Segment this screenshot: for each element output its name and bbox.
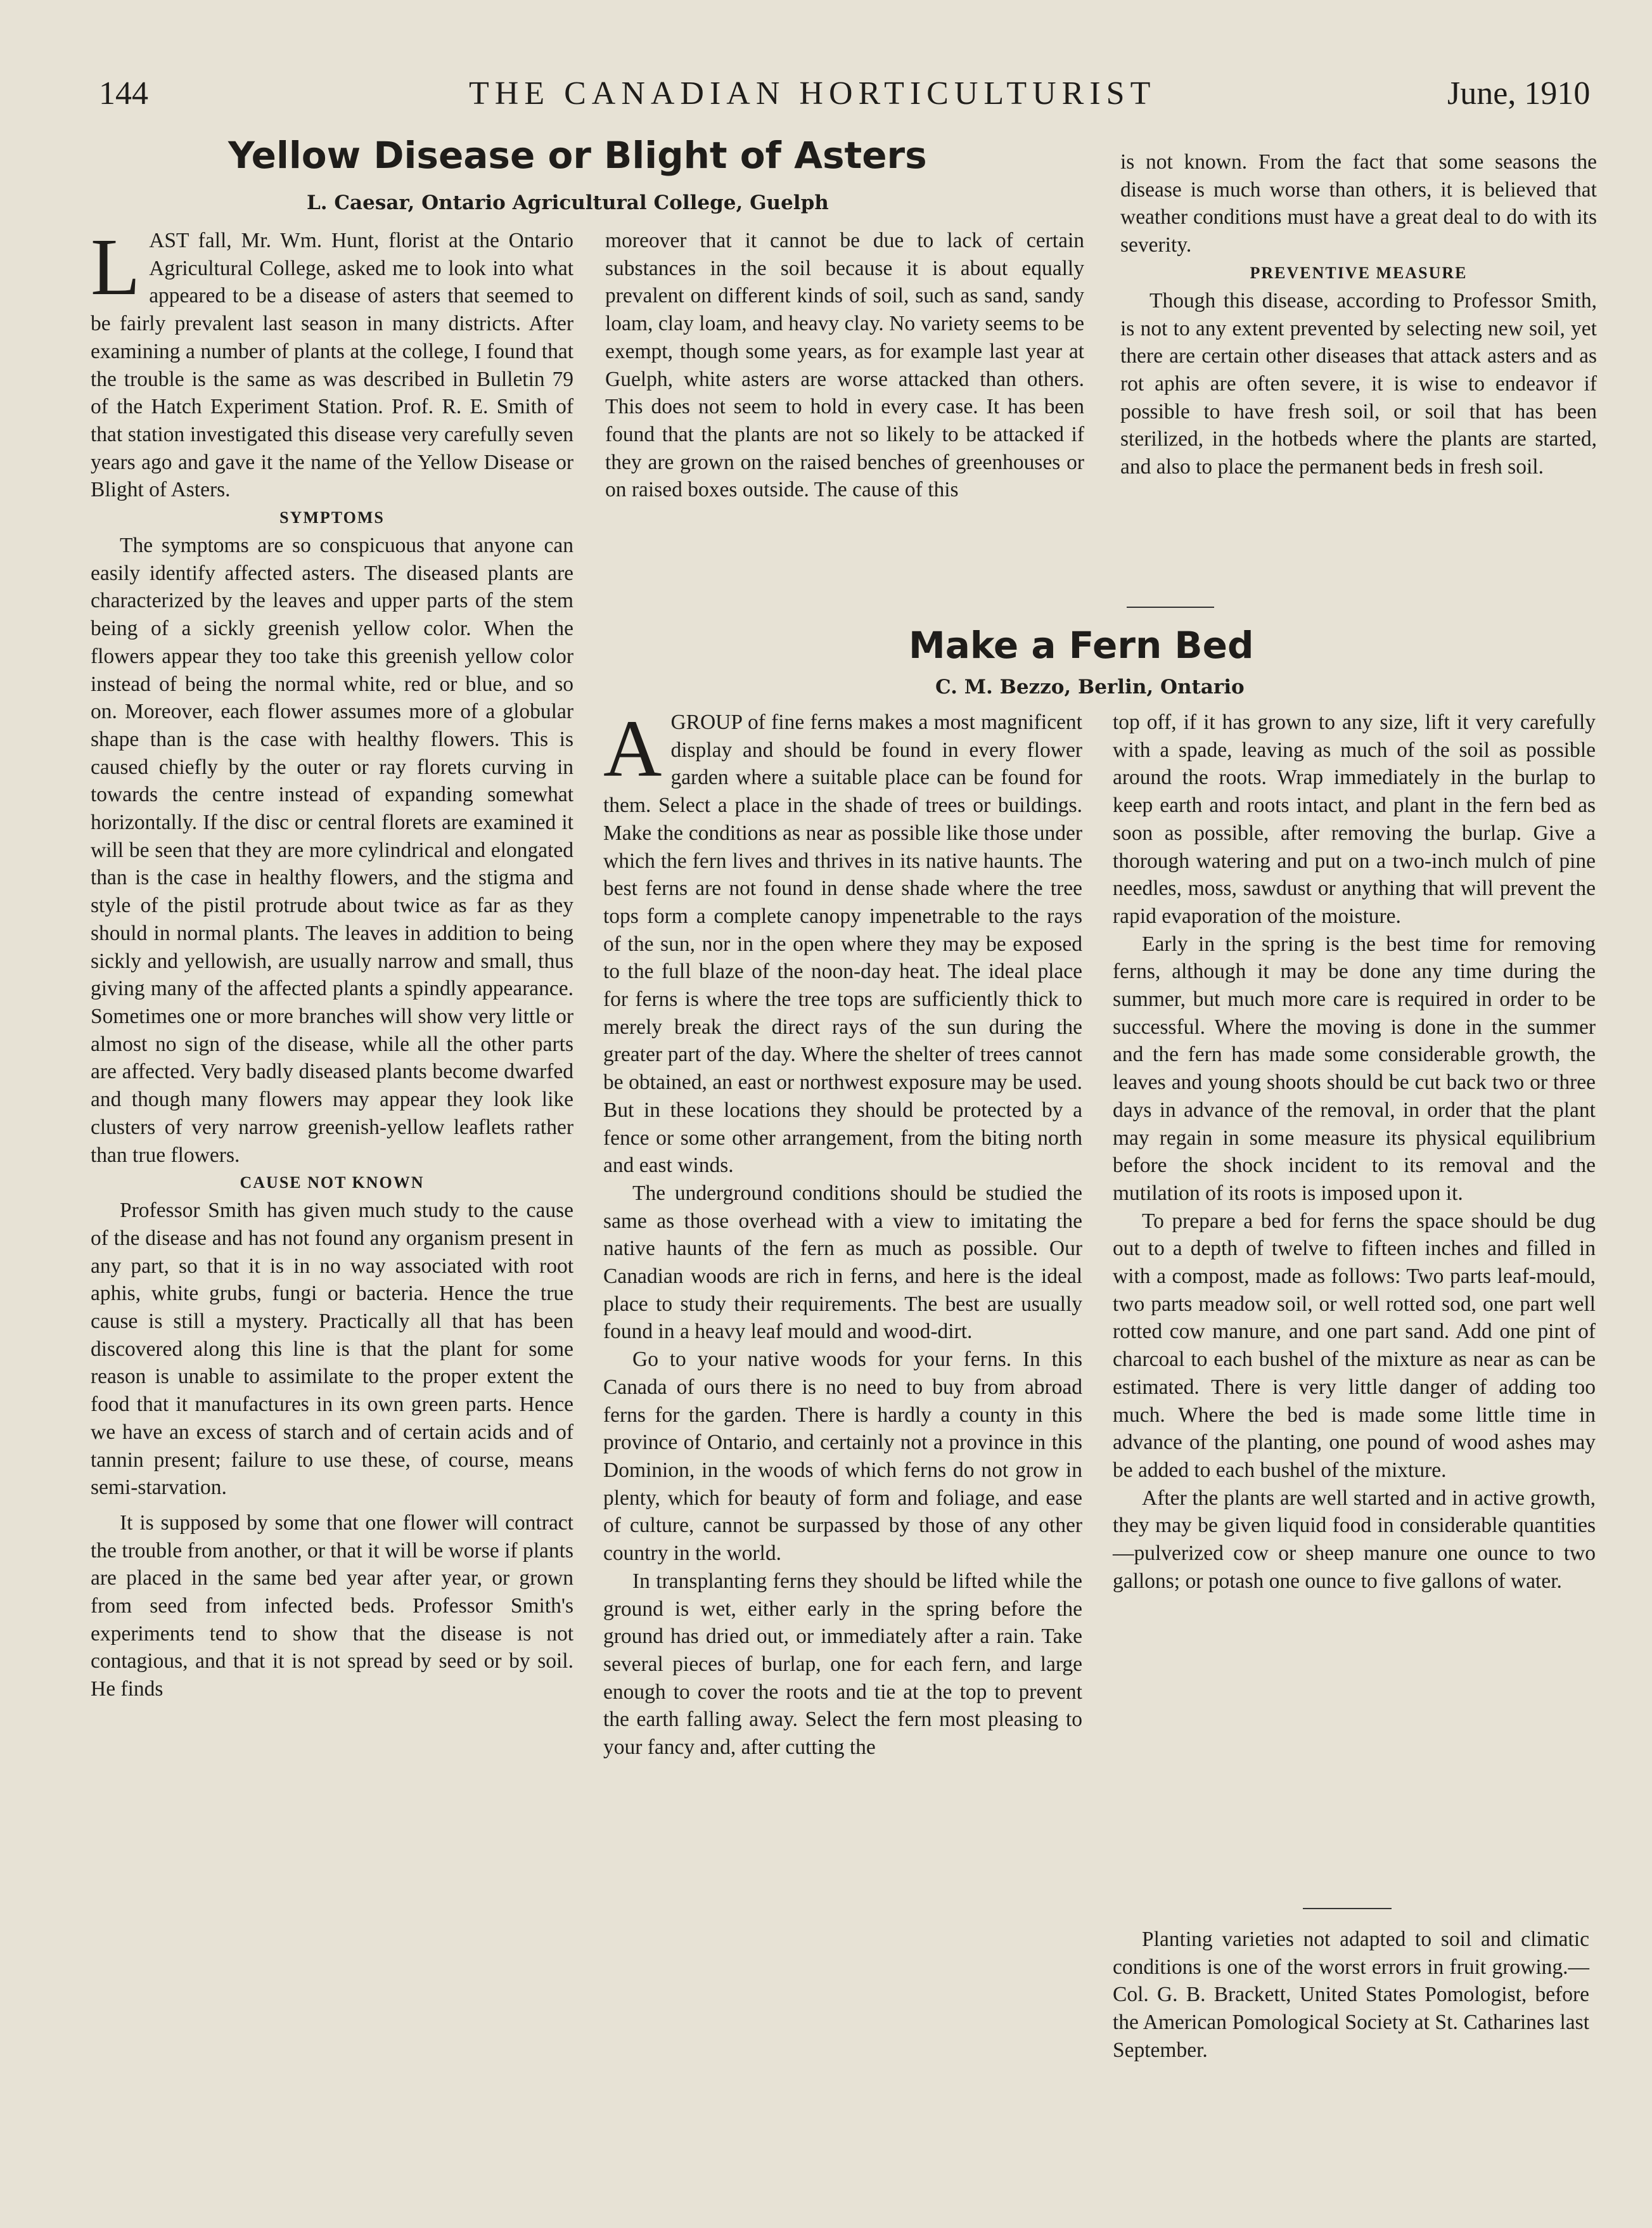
fern-column-3 [1113, 709, 1596, 1595]
filler-column [1113, 1926, 1589, 2064]
article-byline-asters: L. Caesar, Ontario Agricultural College, Guelph [307, 191, 829, 214]
transplanting-paragraph: In transplanting ferns they should be lifted while the ground is wet, either early in the spring before the ground has dried out, or immediately after a rain. Take several pieces of burlap, one for each fern, and large enough to cover the roots and tie at the top to prevent the earth falling away. Select the fern most pleasing to your fancy and, after cutting the [603, 1569, 1082, 1760]
filler-note: Planting varieties not adapted to soil and climatic conditions is one of the worst errors in fruit growing.—Col. G. B. Brackett, United States Pomologist, before the American Pomological Society at St. Catharines last September. [1113, 1928, 1589, 2062]
contagion-paragraph: It is supposed by some that one flower will contract the trouble from another, or that it will be worse if plants are placed in the same bed year after year, or grown from seed from infected beds. Professor Smith's experiments tend to show that the disease is not contagious, and that it is not spread by seed or by soil. He finds [91, 1510, 573, 1701]
fern-continued-paragraph: top off, if it has grown to any size, lift it very carefully with a spade, leaving as much of the soil as possible around the roots. Wrap immediately in the burlap to keep earth and roots intact, and plant in the fern bed as soon as possible, after removing the burlap. Give a thorough watering and put on a two-inch mulch of pine needles, moss, sawdust or anything that will prevent the rapid evaporation of the moisture. [1113, 711, 1596, 928]
article-title-fern-bed: Make a Fern Bed [909, 624, 1254, 667]
drop-cap: A [603, 704, 662, 794]
early-spring-paragraph: Early in the spring is the best time for removing ferns, although it may be done any time during the summer, but much more care is required in order to be successful. Where the moving is done in the summer and the fern has made some considerable growth, the leaves and young shoots should be cut back two or three days in advance of the removal, in order that the plant may regain in some measure its physical equilibrium before the shock incident to its removal and the mutilation of its roots is imposed upon it. [1113, 932, 1596, 1205]
subheading-cause: CAUSE NOT KNOWN [240, 1173, 425, 1192]
subheading-preventive: PREVENTIVE MEASURE [1250, 263, 1468, 282]
asters-column-1 [91, 222, 573, 1703]
subheading-symptoms: SYMPTOMS [279, 508, 385, 527]
article-byline-fern-bed: C. M. Bezzo, Berlin, Ontario [935, 676, 1245, 699]
filler-divider [1303, 1908, 1392, 1909]
article-title-asters: Yellow Disease or Blight of Asters [228, 134, 927, 177]
fern-intro-paragraph: AGROUP of fine ferns makes a most magnificent display and should be found in every flower garden where a suitable place can be found for them. Select a place in the shade of trees or buildings. Make the conditions as near as possible like those under which the fern lives and thrives in its native haunts. The best ferns are not found in dense shade where the tree tops form a complete canopy impenetrable to the rays of the sun, nor in the open where they may be exposed to the full blaze of the noon-day heat. The ideal place for ferns is where the tree tops are sufficiently thick to merely break the direct rays of the sun during the greater part of the day. Where the shelter of trees cannot be obtained, an east or northwest exposure may be used. But in these locations they should be protected by a fence or some other arrangement, from the biting north and east winds. [603, 704, 1082, 1178]
asters-column-3 [1120, 148, 1597, 481]
prepare-bed-paragraph: To prepare a bed for ferns the space should be dug out to a depth of twelve to fifteen inches and filled in with a compost, made as follows: Two parts leaf-mould, two parts meadow soil, or well rotted sod, one part well rotted cow manure, and one part sand. Add one pint of charcoal to each bushel of the mixture as near as can be estimated. There is very little danger of adding too much. Where the bed is made some little time in advance of the planting, one pound of wood ashes may be added to each bushel of the mixture. [1113, 1209, 1596, 1482]
symptoms-paragraph: The symptoms are so conspicuous that anyone can easily identify affected asters. The diseased plants are characterized by the leaves and upper parts of the stem being of a sickly greenish yellow color. When the flowers appear they too take this greenish yellow color instead of being the normal white, red or blue, and so on. Moreover, each flower assumes more of a globular shape than is the case with healthy flowers. This is caused chiefly by the outer or ray florets curving in towards the centre instead of expanding somewhat horizontally. If the disc or central florets are examined it will be seen that they are more cylindrical and elongated than is the case in healthy flowers, and the stigma and style of the pistil protrude about twice as far as they should in normal plants. The leaves in addition to being sickly and yellowish, are usually narrow and small, thus giving many of the affected plants a spindly appearance. Sometimes one or more branches will show very little or almost no sign of the disease, while all the other parts are affected. Very badly diseased plants become dwarfed and though many flowers may appear they look like clusters of very narrow greenish-yellow leaflets rather than true flowers. [91, 534, 573, 1167]
fern-column-2 [603, 704, 1082, 1761]
asters-column-2 [605, 227, 1084, 504]
publication-title: THE CANADIAN HORTICULTURIST [469, 75, 1156, 112]
asters-conclusion-paragraph: is not known. From the fact that some seasons the disease is much worse than others, it is believed that weather conditions must have a great deal to do with its severity. [1120, 150, 1597, 257]
page-number: 144 [99, 75, 148, 112]
asters-intro-paragraph: LAST fall, Mr. Wm. Hunt, florist at the Ontario Agricultural College, asked me to look into what appeared to be a disease of asters that seemed to be fairly prevalent last season in many districts. After examining a number of plants at the college, I found that the trouble is the same as was described in Bulletin 79 of the Hatch Experiment Station. Prof. R. E. Smith of that station investigated this disease very carefully seven years ago and gave it the name of the Yellow Disease or Blight of Asters. [91, 222, 573, 502]
article-divider [1127, 607, 1214, 608]
after-plants-paragraph: After the plants are well started and in active growth, they may be given liquid food in considerable quantities—pulverized cow or sheep manure one ounce to two gallons; or potash one ounce to five gallons of water. [1113, 1486, 1596, 1593]
preventive-paragraph: Though this disease, according to Professor Smith, is not to any extent prevented by selecting new soil, yet there are certain other diseases that attack asters and as rot aphis are often severe, it is wise to endeavor if possible to have fresh soil, or soil that has been sterilized, in the hotbeds where the plants are started, and also to place the permanent beds in fresh soil. [1120, 288, 1597, 479]
native-woods-paragraph: Go to your native woods for your ferns. In this Canada of ours there is no need to buy from abroad ferns for the garden. There is hardly a county in this province of Ontario, and certainly not a province in this Dominion, in the woods of which ferns do not grow in plenty, which for beauty of form and foliage, and ease of culture, cannot be surpassed by those of any other country in the world. [603, 1348, 1082, 1566]
asters-continued-paragraph: moreover that it cannot be due to lack of certain substances in the soil because it is about equally prevalent on different kinds of soil, such as sand, sandy loam, clay loam, and heavy clay. No variety seems to be exempt, though some years, as for example last year at Guelph, white asters are worse attacked than others. This does not seem to hold in every case. It has been found that the plants are not so likely to be attacked if they are grown on the raised benches of greenhouses or on raised boxes outside. The cause of this [605, 229, 1084, 502]
cause-paragraph: Professor Smith has given much study to the cause of the disease and has not found any organism present in any part, so that it is in no way associated with root aphis, white grubs, fungi or bacteria. Hence the true cause is still a mystery. Practically all that has been discovered along this line is that the plant for some reason is unable to assimilate to the proper extent the food that it manufactures in its own green parts. Hence we have an excess of starch and of certain acids and of tannin present; failure to use these, of course, means semi-starvation. [91, 1199, 573, 1500]
drop-cap: L [91, 222, 141, 312]
issue-date: June, 1910 [1447, 75, 1591, 112]
underground-paragraph: The underground conditions should be studied the same as those overhead with a view to imitating the native haunts of the fern as much as possible. Our Canadian woods are rich in ferns, and here is the ideal place to study their requirements. The best are usually found in a heavy leaf mould and wood-dirt. [603, 1181, 1082, 1344]
